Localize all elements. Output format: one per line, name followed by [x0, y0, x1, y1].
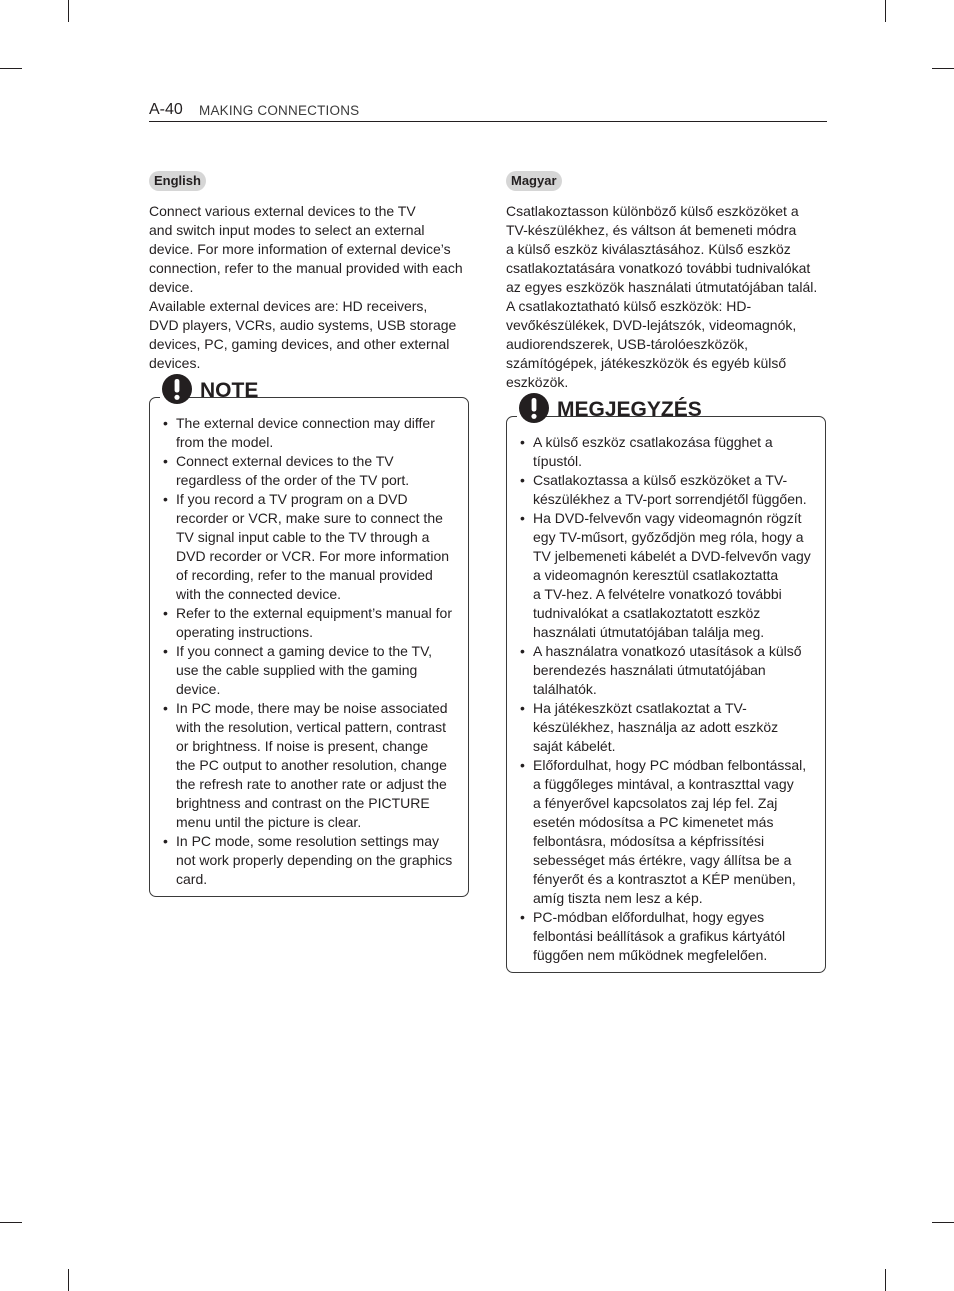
- text-line: device. For more information of external device’s: [149, 241, 451, 257]
- english-intro: [149, 202, 471, 373]
- note-item: [176, 604, 468, 642]
- note-item: [176, 642, 468, 699]
- text-line: eszközök.: [506, 374, 569, 390]
- note-box-english: [149, 379, 469, 897]
- note-item-line: recorder or VCR, make sure to connect the: [176, 510, 443, 526]
- note-item-line: találhatók.: [533, 681, 597, 697]
- note-list-hungarian: [507, 433, 825, 965]
- note-item-line: a fényerővel kapcsolatos zaj lép fel. Zaj: [533, 795, 778, 811]
- note-item-line: amíg tiszta nem lesz a kép.: [533, 890, 703, 906]
- note-item-line: • PC-módban előfordulhat, hogy egyes: [533, 909, 765, 925]
- text-line: az egyes eszközök használati útmutatójában talál.: [506, 279, 818, 295]
- text-line: device.: [149, 279, 194, 295]
- note-item-line: készülékhez a TV-port sorrendjétől függően.: [533, 491, 807, 507]
- note-item-line: TV signal input cable to the TV through a: [176, 529, 430, 545]
- note-item-line: felbontási beállítások a grafikus kártyától: [533, 928, 786, 944]
- text-line: számítógépek, játékeszközök és egyéb külső: [506, 355, 787, 371]
- note-item: [533, 471, 825, 509]
- note-item-line: brightness and contrast on the PICTURE: [176, 795, 430, 811]
- note-item-line: operating instructions.: [176, 624, 313, 640]
- note-item: [533, 433, 825, 471]
- note-item-line: menu until the picture is clear.: [176, 814, 362, 830]
- text-line: a külső eszköz kiválasztásához. Külső eszköz: [506, 241, 791, 257]
- note-item: [176, 452, 468, 490]
- note-list-english: [150, 414, 468, 889]
- text-line: Csatlakoztasson különböző külső eszközöket a: [506, 203, 799, 219]
- note-item-line: regardless of the order of the TV port.: [176, 472, 410, 488]
- note-item-line: a videomagnón keresztül csatlakoztatta: [533, 567, 779, 583]
- crop-mark: [68, 0, 69, 22]
- note-item-line: saját kábelét.: [533, 738, 616, 754]
- note-item-line: DVD recorder or VCR. For more information: [176, 548, 450, 564]
- note-item: [533, 699, 825, 756]
- text-line: and switch input modes to select an external: [149, 222, 425, 238]
- crop-mark: [68, 1269, 69, 1291]
- note-item-line: • A külső eszköz csatlakozása függhet a: [533, 434, 773, 450]
- note-item-line: sebességet más értékre, vagy állítsa be a: [533, 852, 792, 868]
- exclamation-icon: [519, 393, 549, 423]
- note-item-line: használati útmutatójában találja meg.: [533, 624, 765, 640]
- note-item-line: a TV-hez. A felvételre vonatkozó további: [533, 586, 782, 602]
- note-title: NOTE: [200, 379, 259, 402]
- note-item-line: with the connected device.: [176, 586, 341, 602]
- crop-mark: [885, 1269, 886, 1291]
- note-item-line: with the resolution, vertical pattern, contrast: [176, 719, 447, 735]
- note-header: [517, 393, 702, 433]
- note-item: [533, 509, 825, 642]
- note-item-line: függően nem működnek megfelelően.: [533, 947, 768, 963]
- page-number: A-40: [149, 101, 183, 118]
- note-item-line: • In PC mode, there may be noise associated: [176, 700, 448, 716]
- note-item-line: • Ha játékeszközt csatlakoztat a TV-: [533, 700, 747, 716]
- note-item-line: készülékhez, használja az adott eszköz: [533, 719, 779, 735]
- text-line: devices, PC, gaming devices, and other external: [149, 336, 450, 352]
- language-badge-english: English: [149, 171, 206, 191]
- note-item: [533, 756, 825, 908]
- note-item-line: the PC output to another resolution, change: [176, 757, 447, 773]
- note-item-line: device.: [176, 681, 221, 697]
- text-line: csatlakoztatására vonatkozó további tudnivalókat: [506, 260, 811, 276]
- note-item-line: card.: [176, 871, 208, 887]
- note-item-line: • Ha DVD-felvevőn vagy videomagnón rögzít: [533, 510, 802, 526]
- note-item-line: • In PC mode, some resolution settings may: [176, 833, 440, 849]
- language-badge-hungarian: Magyar: [506, 171, 562, 191]
- note-item-line: • If you connect a gaming device to the TV,: [176, 643, 433, 659]
- note-item-line: tudnivalókat a csatlakoztatott eszköz: [533, 605, 761, 621]
- crop-mark: [932, 1222, 954, 1223]
- note-item-line: berendezés használati útmutatójában: [533, 662, 766, 678]
- note-item-line: • Refer to the external equipment’s manual for: [176, 605, 453, 621]
- note-item-line: felbontásra, módosítsa a képfrissítési: [533, 833, 765, 849]
- note-header: [160, 374, 259, 414]
- text-line: audiorendszerek, USB-tárolóeszközök,: [506, 336, 749, 352]
- note-item-line: of recording, refer to the manual provided: [176, 567, 433, 583]
- note-item-line: • Csatlakoztassa a külső eszközöket a TV-: [533, 472, 788, 488]
- text-line: devices.: [149, 355, 201, 371]
- text-line: DVD players, VCRs, audio systems, USB storage: [149, 317, 457, 333]
- note-item-line: from the model.: [176, 434, 274, 450]
- note-item: [176, 699, 468, 832]
- crop-mark: [0, 68, 22, 69]
- note-item-line: • Előfordulhat, hogy PC módban felbontással,: [533, 757, 807, 773]
- note-item: [533, 642, 825, 699]
- note-item: [533, 908, 825, 965]
- note-item: [176, 414, 468, 452]
- exclamation-icon: [162, 374, 192, 404]
- note-item-line: not work properly depending on the graphics: [176, 852, 453, 868]
- page-header: [149, 100, 827, 122]
- crop-mark: [932, 68, 954, 69]
- note-item-line: típustól.: [533, 453, 583, 469]
- note-item: [176, 490, 468, 604]
- note-box-hungarian: [506, 398, 826, 973]
- text-line: Available external devices are: HD receivers,: [149, 298, 428, 314]
- text-line: connection, refer to the manual provided with each: [149, 260, 463, 276]
- note-item: [176, 832, 468, 889]
- note-item-line: a függőleges mintával, a kontraszttal vagy: [533, 776, 794, 792]
- english-column: [149, 171, 471, 897]
- text-line: A csatlakoztatható külső eszközök: HD-: [506, 298, 752, 314]
- text-line: vevőkészülékek, DVD-lejátszók, videomagnók,: [506, 317, 797, 333]
- note-item-line: the refresh rate to another rate or adjust the: [176, 776, 447, 792]
- hungarian-intro: [506, 202, 828, 392]
- note-item-line: fényerőt és a kontrasztot a KÉP menüben,: [533, 871, 796, 887]
- note-item-line: egy TV-műsort, győződjön meg róla, hogy a: [533, 529, 804, 545]
- note-item-line: or brightness. If noise is present, change: [176, 738, 429, 754]
- note-item-line: use the cable supplied with the gaming: [176, 662, 418, 678]
- text-line: TV-készülékhez, és váltson át bemeneti módra: [506, 222, 797, 238]
- text-line: Connect various external devices to the TV: [149, 203, 416, 219]
- note-title: MEGJEGYZÉS: [557, 398, 702, 421]
- note-item-line: • Connect external devices to the TV: [176, 453, 394, 469]
- note-item-line: TV jelbemeneti kábelét a DVD-felvevőn vagy: [533, 548, 811, 564]
- crop-mark: [885, 0, 886, 22]
- section-title: MAKING CONNECTIONS: [199, 103, 360, 118]
- note-item-line: • The external device connection may differ: [176, 415, 435, 431]
- note-item-line: esetén módosítsa a PC kimenetet más: [533, 814, 774, 830]
- crop-mark: [0, 1222, 22, 1223]
- note-item-line: • If you record a TV program on a DVD: [176, 491, 408, 507]
- hungarian-column: [506, 171, 828, 973]
- note-item-line: • A használatra vonatkozó utasítások a külső: [533, 643, 802, 659]
